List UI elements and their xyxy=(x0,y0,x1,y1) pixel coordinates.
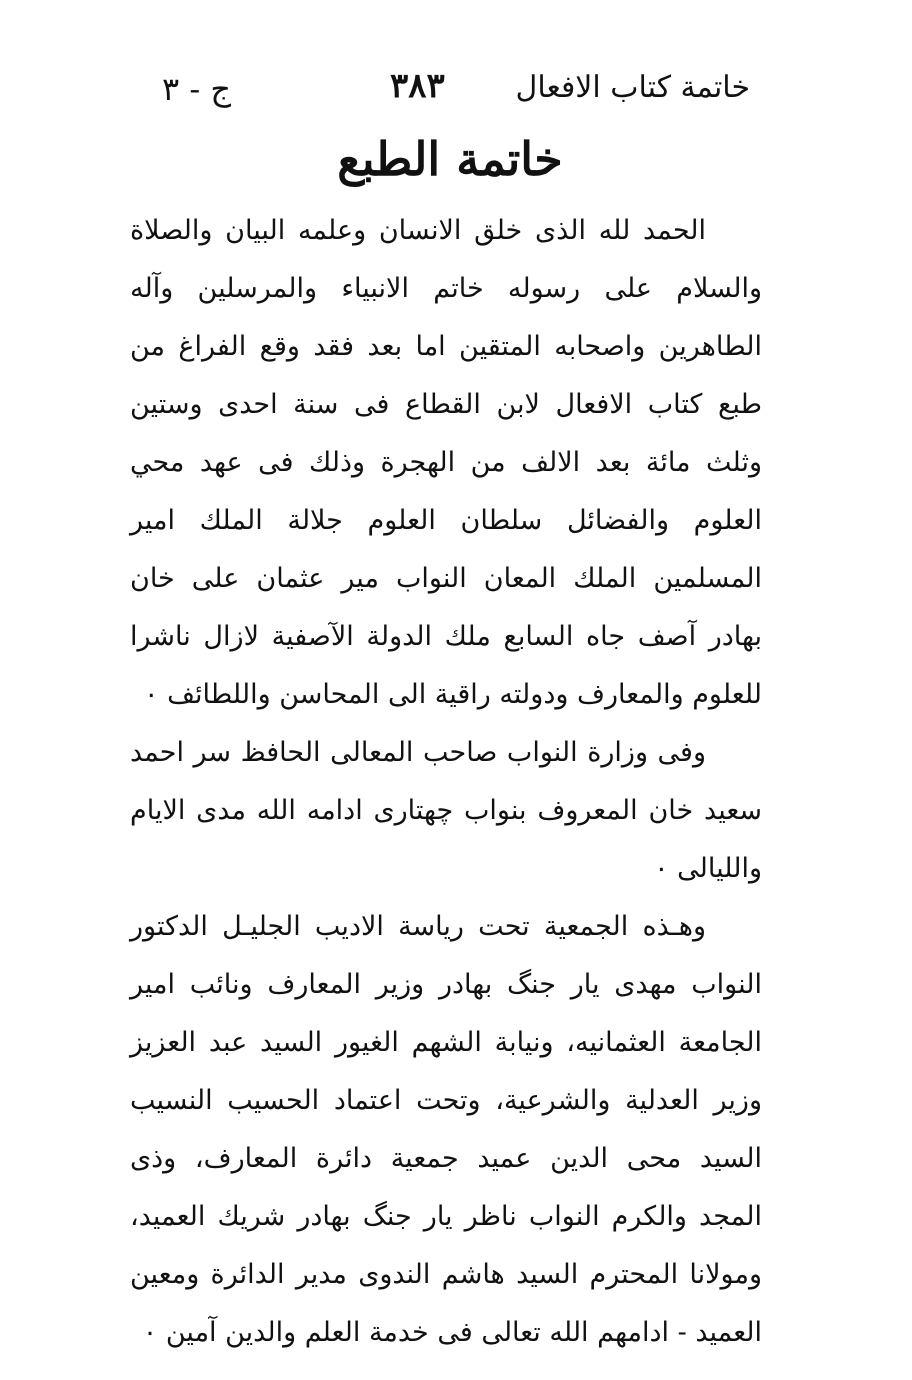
running-header-title: خاتمة كتاب الافعال xyxy=(515,70,750,105)
running-header xyxy=(150,66,750,126)
paragraph-society: وهـذه الجمعية تحت رياسة الاديب الجليـل الدكتور النواب مهدى يار جنگ بهادر وزير المعارف ونائب امير الجامعة العثمانيه، ونيابة الشهم الغيور السيد عبد العزيز وزير العدلية والشرعية، وتحت اعتماد الحسيب النسيب السيد محى الدين عميد جمعية دائرة المعارف، وذى المجد والكرم النواب ناظر يار جنگ بهادر شريك العميد، ومولانا المحترم السيد هاشم الندوى مدير الدائرة ومعين العميد - ادامهم الله تعالى فى خدمة العلم والدين آمين ٠ xyxy=(130,911,762,1348)
section-title: خاتمة الطبع xyxy=(337,132,563,186)
volume-number: ج - ٣ xyxy=(162,70,231,108)
page-number: ٣٨٣ xyxy=(390,66,445,106)
paragraph-colophon: الحمد لله الذى خلق الانسان وعلمه البيان والصلاة والسلام على رسوله خاتم الانبياء والمرسلين وآله الطاهرين واصحابه المتقين اما بعد فقد وقع الفراغ من طبع كتاب الافعال لابن القطاع فى سنة احدى وستين وثلث مائة بعد الالف من الهجرة وذلك فى عهد محي العلوم والفضائل سلطان العلوم جلالة الملك امير المسلمين الملك المعان النواب مير عثمان على خان بهادر آصف جاه السابع ملك الدولة الآصفية لازال ناشرا للعلوم والمعارف ودولته راقية الى المحاسن واللطائف ٠ xyxy=(130,215,763,710)
paragraph-ministry: وفى وزارة النواب صاحب المعالى الحافظ سر احمد سعيد خان المعروف بنواب چهتارى ادامه الله مدى الايام والليالى ٠ xyxy=(130,737,762,884)
body-text xyxy=(130,202,762,1362)
